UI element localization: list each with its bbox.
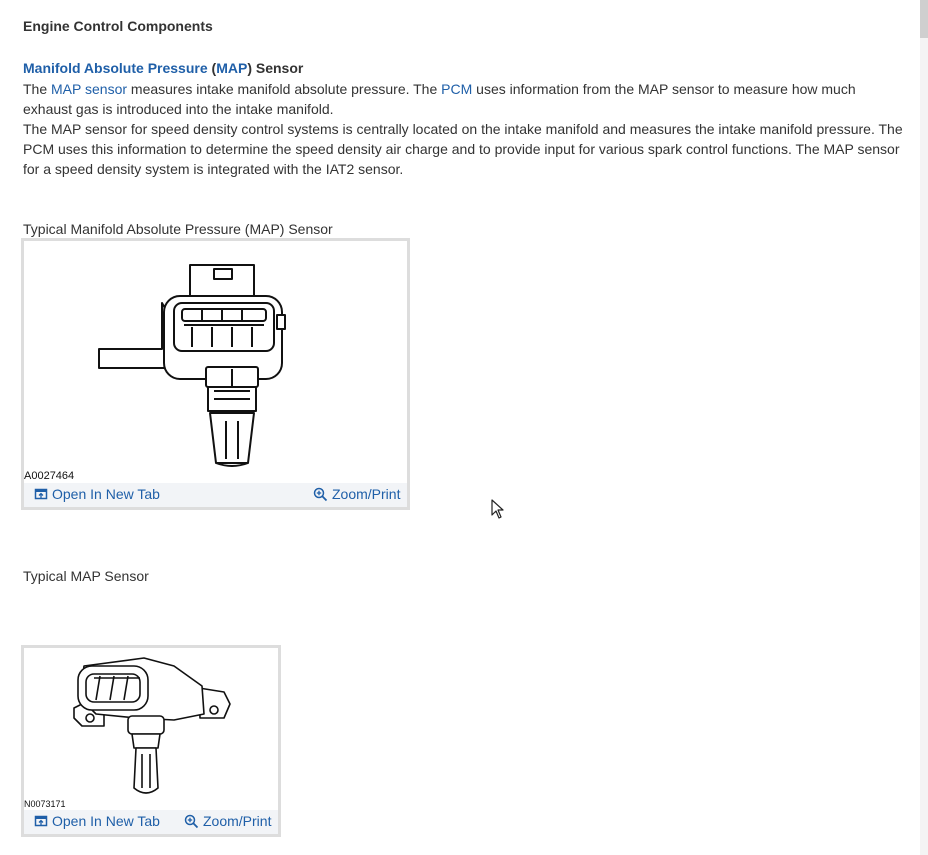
heading-paren-close: ) — [247, 60, 252, 76]
figure-1-toolbar — [24, 483, 407, 507]
zoom-print-label: Zoom/Print — [332, 486, 401, 502]
zoom-in-icon — [184, 814, 199, 829]
figure-2-caption: Typical MAP Sensor — [23, 568, 149, 584]
scrollbar-thumb[interactable] — [920, 0, 928, 38]
figure-2-id: N0073171 — [24, 799, 66, 809]
map-sensor-illustration — [24, 241, 407, 483]
figure-1-zoom-print-button[interactable] — [313, 486, 400, 502]
open-in-new-tab-icon — [34, 487, 48, 501]
open-in-new-tab-label: Open In New Tab — [52, 813, 160, 829]
figure-1-open-in-new-tab-button[interactable] — [34, 486, 160, 502]
description-paragraph-1 — [23, 79, 903, 119]
figure-2-toolbar — [24, 810, 278, 834]
heading-tail: Sensor — [251, 60, 304, 76]
figure-2-open-in-new-tab-button[interactable] — [34, 813, 160, 829]
open-in-new-tab-label: Open In New Tab — [52, 486, 160, 502]
para1-text-3: uses information from the MAP sensor to measure how much exhaust gas is introduced into the intake manifold. — [23, 81, 856, 117]
component-heading — [23, 60, 303, 76]
para1-text-1: The — [23, 81, 52, 97]
heading-paren-open: ( — [207, 60, 217, 76]
map-sensor-iat2-illustration — [24, 648, 278, 810]
description-paragraph-2: The MAP sensor for speed density control systems is centrally located on the intake manifold and measures the intake manifold pressure. The PCM uses this information to determine the speed density air charge and to provide input for various spark control functions. The MAP sensor for a speed density system is integrated with the IAT2 sensor. — [23, 121, 903, 177]
open-in-new-tab-icon — [34, 814, 48, 828]
link-map[interactable]: MAP — [216, 60, 248, 76]
figure-2-zoom-print-button[interactable] — [184, 813, 271, 829]
link-pcm[interactable]: PCM — [441, 81, 473, 97]
para1-text-2: measures intake manifold absolute pressure. The — [127, 81, 442, 97]
link-manifold-absolute-pressure[interactable]: Manifold Absolute Pressure — [23, 60, 208, 76]
figure-1-caption: Typical Manifold Absolute Pressure (MAP) Sensor — [23, 221, 333, 237]
figure-1 — [21, 238, 410, 510]
zoom-print-label: Zoom/Print — [203, 813, 272, 829]
page-title: Engine Control Components — [23, 18, 213, 34]
zoom-in-icon — [313, 487, 328, 502]
page-scrollbar[interactable] — [920, 0, 928, 855]
figure-2 — [21, 645, 281, 837]
figure-1-id: A0027464 — [24, 470, 75, 482]
mouse-cursor-icon — [491, 499, 505, 519]
link-map-sensor[interactable]: MAP sensor — [51, 81, 128, 97]
